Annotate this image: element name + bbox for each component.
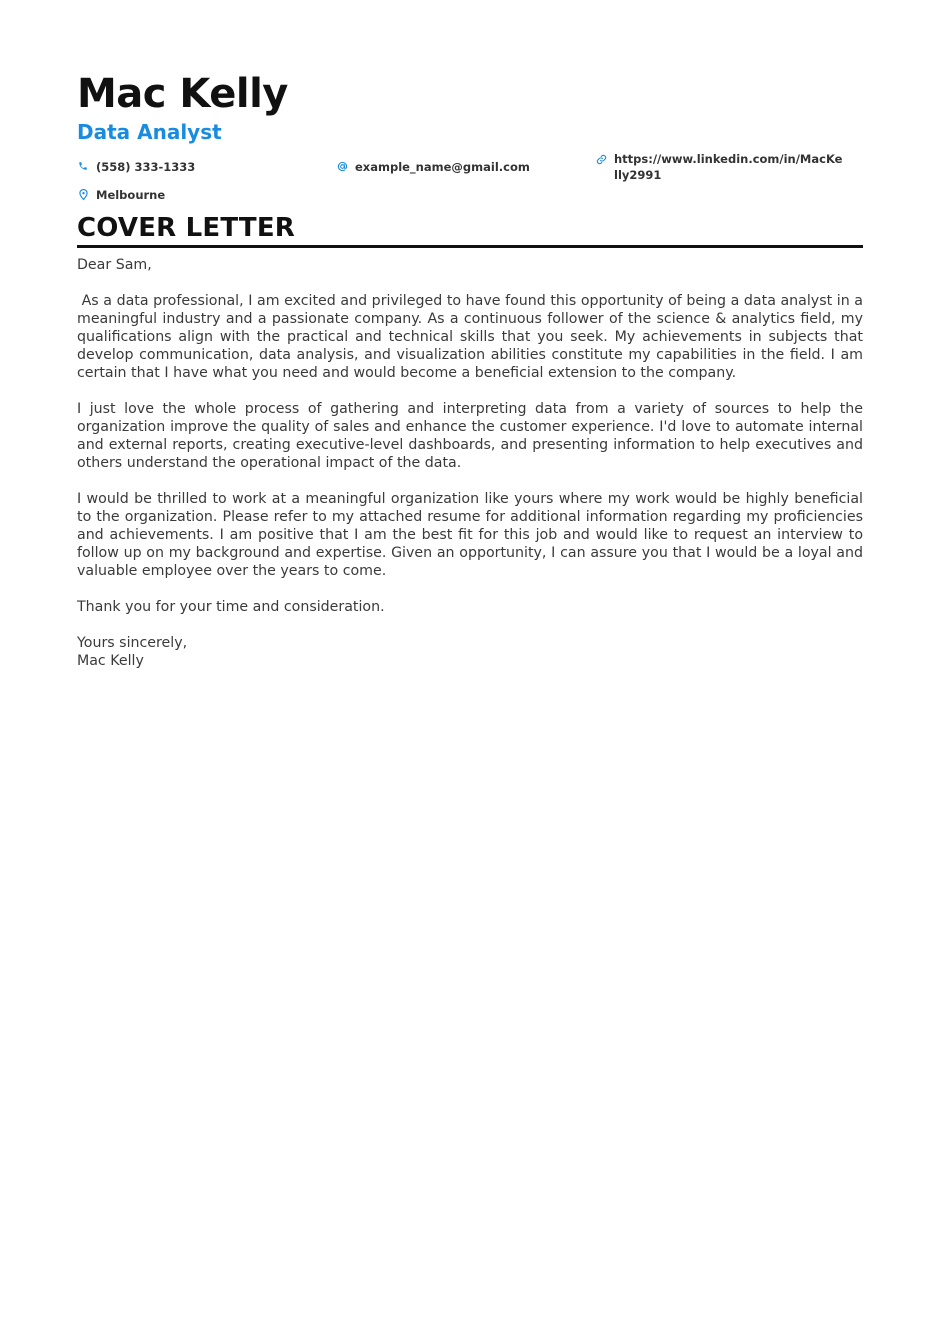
linkedin-url: https://www.linkedin.com/in/MacKelly2991 <box>614 152 843 182</box>
applicant-name: Mac Kelly <box>77 71 288 117</box>
phone-icon <box>77 159 89 173</box>
contact-info <box>77 151 863 223</box>
map-pin-icon <box>77 187 89 201</box>
contact-phone[interactable] <box>77 159 195 175</box>
letter-closing: Yours sincerely, <box>77 635 188 651</box>
letter-paragraph: As a data professional, I am excited and privileged to have found this opportunity of being a data analyst in a meaningful industry and a passionate company. As a continuous follower of the science & analytics field, my qualifications align with the practical and technical skills that you seek. My achievements in subjects that develop communication, data analysis, and visualization abilities constitute my capabilities in the field. I am certain that I have what you need and would become a beneficial extension to the company. <box>77 293 863 381</box>
letter-paragraph: I would be thrilled to work at a meaningful organization like yours where my work would be highly beneficial to the organization. Please refer to my attached resume for additional information regarding my proficiencies and achievements. I am positive that I am the best fit for this job and would like to request an interview to follow up on my background and expertise. Given an opportunity, I can assure you that I would be a loyal and valuable employee over the years to come. <box>77 491 863 579</box>
phone-number: (558) 333-1333 <box>96 160 196 174</box>
at-sign-icon <box>336 159 348 173</box>
letter-greeting: Dear Sam, <box>77 257 152 273</box>
email-address: example_name@gmail.com <box>355 160 530 174</box>
section-divider <box>77 245 863 248</box>
link-icon <box>595 152 607 166</box>
job-title: Data Analyst <box>77 120 222 144</box>
letter-paragraph: I just love the whole process of gathering and interpreting data from a variety of sources to help the organization improve the quality of sales and enhance the customer experience. I'd love to automate internal and external reports, creating executive-level dashboards, and presenting information to help executives and others understand the operational impact of the data. <box>77 401 863 471</box>
location-text: Melbourne <box>96 188 166 202</box>
letter-paragraph: Thank you for your time and consideration. <box>77 599 385 615</box>
contact-location <box>77 187 165 203</box>
contact-linkedin[interactable] <box>595 151 845 183</box>
letter-signature: Mac Kelly <box>77 653 144 669</box>
section-title: COVER LETTER <box>77 213 296 243</box>
cover-letter-page <box>77 66 863 670</box>
contact-email[interactable] <box>336 159 530 175</box>
letter-body <box>77 256 863 670</box>
